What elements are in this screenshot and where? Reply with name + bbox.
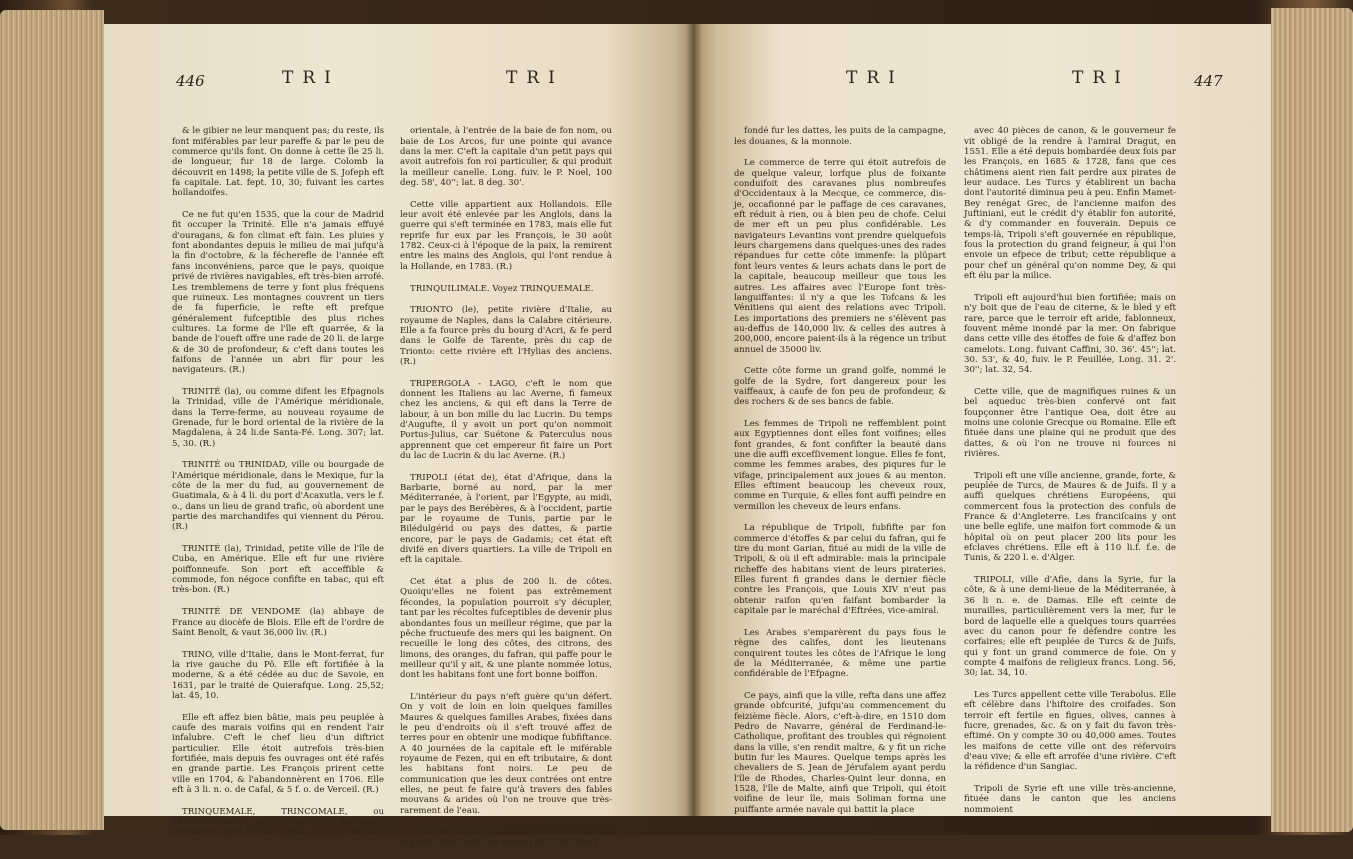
paragraph: Le commerce de terre qui étoit autrefois de de quelque valeur, lorfque plus de foixante conduifoit des caravanes plus nombreufes d'Occidentaux à la Mecque, ce commerce, dis-je, occafionné par le paffage de ces caravanes, eft réduit à rien, ou à bien peu de chofe. Celui de mer eft un peu plus confidérable. Les navigateurs Levantins vont prendre quelquefois leurs chargemens dans quelques-unes des rades répandues fur cette côte immenfe: la plûpart font leurs ventes & leurs achats dans le port de la capitale, beaucoup meilleur que tous les autres. Les affaires avec l'Europe font très-languiffantes: il n'y a que les Tofcans & les Vénitiens qui aient des relations avec Tripoli. Les importations des premiers ne s'élèvent pas au-deffus de 140,000 liv. & celles des autres à 200,000, encore paient-ils à la régence un tribut annuel de 35000 liv.	[734, 158, 946, 355]
right-running-head-1: TRI	[846, 68, 904, 88]
paragraph: & le gibier ne leur manquent pas; du reste, ils font miférables par leur pareffe & par le peu de commerce qu'ils font. On donne à cette île 25 li. de longueur, fur 18 de large. Colomb la découvrit en 1498; la petite ville de S. Jofeph eft fa capitale. Lat. fept. 10, 30; fuivant les cartes hollandoifes.	[172, 126, 384, 199]
paragraph: Ce ne fut qu'en 1535, que la cour de Madrid fit occuper la Trinité. Elle n'a jamais effuyé d'ouragans, & fon climat eft fain. Les pluies y font abondantes depuis le milieu de mai jufqu'à la fin d'octobre, & la fécherefle de l'année eft fans inconvéniens, parce que le pays, quoique privé de rivières navigables, eft très-bien arrofé. Les tremblemens de terre y font plus fréquens que ruineux. Les montagnes couvrent un tiers de fa fuperficie, le refte eft prefque généralement fufceptible des plus riches cultures. La forme de l'île eft quarrée, & la bande de l'oueft offre une rade de 20 li. de large & de 30 de profondeur, & c'eft dans toutes les faifons de l'année un abri für pour les navigateurs. (R.)	[172, 210, 384, 376]
paragraph: TRINITÉ DE VENDOME (la) abbaye de France au diocèfe de Blois. Elle eft de l'ordre de Saint Benoît, & vaut 36,000 liv. (R.)	[172, 607, 384, 638]
paragraph: TRINQUILIMALE. Voyez TRINQUEMALE.	[410, 283, 594, 294]
paragraph: L'intérieur du pays n'eft guère qu'un défert. On y voit de loin en loin quelques familles Maures & quelques familles Arabes, fixées dans le peu d'endroits où il s'eft trouvé affez de terres pour en obtenir une modique fubfiftance. A 40 journées de la capitale eft le miférable royaume de Fezen, qui en eft tributaire, & dont les habitans font noirs. Le peu de communication que les deux contrées ont entre elles, ne peut fe faire qu'à travers des fables mouvans & arides où l'on ne trouve que très-rarement de l'eau.	[400, 691, 612, 816]
paragraph: fondé fur les dattes, les puits de la campagne, les douanes, & la monnoie.	[734, 126, 946, 147]
paragraph: TRIPOLI (état de), état d'Afrique, dans la Barbarie, borné au nord, par la mer Méditerranée, à l'orient, par l'Egypte, au midi, par le pays des Berébères, & à l'occident, partie par le royaume de Tunis, partie par le Bilédulgérid ou pays des dattes, & partie encore, par le pays de Gadamis; cet état eft divifé en divers quartiers. La ville de Tripoli en eft la capitale.	[400, 472, 612, 566]
paragraph: La république de Tripoli, fubfifte par fon commerce d'étoffes & par celui du fafran, qui fe tire du mont Garian, fitué au midi de la ville de Tripoli, & où il eft admirable: mais la principale richeffe des habitans vient de leurs pirateries. Elles furent fi grandes dans le dernier fiècle contre les François, que Louis XIV n'eut pas obtenir raifon qu'en faifant bombarder la capitale par le maréchal d'Eftrées, vice-amiral.	[734, 523, 946, 617]
paragraph: Cet état a plus de 200 li. de côtes. Quoiqu'elles ne foient pas extrêmement fécondes, la population pourroit s'y décupler, tant par les récoltes fufceptibles de devenir plus abondantes fous un meilleur régime, que par la pêche fructueufe des mers qui les baignent. On recueille le long des côtes, des citrons, des limons, des oranges, du fafran, qui paffe pour le meilleur qu'il y ait, & une plante nommée lotus, dont les habitans font une fort bonne boiffon.	[400, 577, 612, 681]
book-gutter	[686, 24, 702, 816]
right-column-1	[734, 116, 946, 826]
paragraph: Cette ville, que de magnifiques ruines & un bel aqueduc très-bien confervé ont fait foupçonner être l'antique Oea, doit être au moins une colonie Grecque ou Romaine. Elle eft fituée dans une plaine qui ne produit que des dattes, & où l'on ne trouve ni fources ni rivières.	[964, 386, 1176, 459]
paragraph: Tripoli eft aujourd'hui bien fortifiée; mais on n'y boit que de l'eau de citerne, & le bled y eft rare, parce que le terroir eft aride, fablonneux, fouvent même inondé par la mer. On fabrique dans cette ville des étoffes de foie & d'affez bon camelots. Long. fuivant Caffini, 30. 36'. 45''; lat. 30. 53', & 40, fuiv. le P. Feuillée, Long. 31. 2'. 30''; lat. 32, 54.	[964, 292, 1176, 376]
paragraph: Cette côte forme un grand golfe, nommé le golfe de la Sydre, fort dangereux pour les vaiffeaux, à caufe de fon peu de profondeur, & des rochers & de ses bancs de fable.	[734, 366, 946, 408]
paragraph: Les femmes de Tripoli ne reffemblent point aux Egyptiennes dont elles font voifines; elles font grandes, & font confifter la beauté dans une die auffi excefſivement longue. Elles fe font, comme les femmes arabes, des piqures fur le vifage, principalement aux joues & au menton. Elles eftiment beaucoup les cheveux roux, comme en Turquie, & elles font auffi peindre en vermillon les cheveux de leurs enfans.	[734, 418, 946, 512]
paragraph: Les Turcs appellent cette ville Terabolus. Elle eft célèbre dans l'hiftoire des croifades. Son terroir eft fertile en figues, olives, cannes à fucre, grenades, &c. & on y fait du favon très-eftimé. On y compte 30 ou 40,000 ames. Toutes les maifons de cette ville ont des réfervoirs d'eau vive; & elle eft arrofée d'une rivière. C'eft la réfidence d'un Sangiac.	[964, 689, 1176, 773]
paragraph: TRINITÉ (la), Trinidad, petite ville de l'île de Cuba, en Amérique. Elle eft fur une rivière poiffonneufe. Son port eft acceffible & commode, fon négoce confifte en tabac, qui eft très-bon. (R.)	[172, 544, 384, 596]
paragraph: Elle eft affez bien bâtie, mais peu peuplée à caufe des marais voifins qui en rendent l'air infalubre. C'eft le chef lieu d'un diftrict particulier. Elle étoit autrefois très-bien fortifiée, mais depuis fes ouvrages ont été rafés en grande partie. Les François prirent cette ville en 1704, & l'abandonnèrent en 1706. Elle eft à 3 li. n. o. de Cafal, & 5 f. o. de Verceil. (R.)	[172, 712, 384, 795]
right-running-head-2: TRI	[1072, 68, 1130, 88]
paragraph: TRIPERGOLA - LAGO, c'eft le nom que donnent les Italiens au lac Averne, fi fameux chez les anciens, & qui eft dans la Terre de labour, à un bon mille du lac Lucrin. Du temps d'Augufte, il y avoit un port qu'on nommoit Portus-Julius, car Suétone & Paterculus nous apprennent que cet empereur fit faire un Port du lac de Lucrin & du lac Averne. (R.)	[400, 378, 612, 461]
paragraph: Tripoli eft une ville ancienne, grande, forte, & peuplée de Turcs, de Maures & de Juifs. Il y a auffi quelques chrétiens Européens, qui commercent fous la protection des confuls de France & d'Angleterre. Les franciſcains y ont une belle eglife, une maifon fort commode & un hôpital où on peut placer 200 lits pour les efclaves chrétiens. Elle eft à 110 li.f. f.e. de Tunis, & 220 l. e. d'Alger.	[964, 470, 1176, 564]
paragraph: Ce pays, ainfi que la ville, refta dans une affez grande obfcurité, jufqu'au commencement du feizième fiècle. Alors, c'eft-à-dire, en 1510 dom Pedro de Navarre, général de Ferdinand-le-Catholique, profitant des troubles qui régnoient dans la ville, s'en rendit maître, & y fit un riche butin fur les Maures. Quelque temps après les chevaliers de S. Jean de Jérufalem ayant perdu l'île de Rhodes, Charles-Quint leur donna, en 1528, l'île de Malte, ainfi que Tripoli, qui étoit voifine de leur île, mais Soliman forma une puiffante armée navale qui battit la place	[734, 690, 946, 815]
left-page	[104, 24, 694, 848]
left-running-head-2: TRI	[506, 68, 564, 88]
paragraph: TRINQUEMALE, TRINCOMALE, ou TRINQUILIMALE, port & forterefle des Indes Orientales, dans l'île de Ceylan, au n. de la côte	[172, 806, 384, 838]
paragraph: TRIPOLI, ville d'Afie, dans la Syrie, fur la côte, & à une demi-lieue de la Méditerranée, à 36 li n. e. de Damas. Elle eft ceinte de murailles, particulièrement vers la mer, fur le bord de laquelle elle a quelques tours quarrées avec du canon pour fe défendre contre les corfaires; elle eft peuplée de Turcs & de Juifs, qui y font un grand commerce de foie. On y compte 4 maifons de religieux francs. Long. 56, 30; lat. 34, 10.	[964, 575, 1176, 679]
book-edge-left	[0, 10, 104, 830]
paragraph: TRINITÉ (la), ou comme difent les Efpagnols la Trinidad, ville de l'Amérique méridionale, dans la Terre-ferme, au nouveau royaume de Grenade, fur le bord oriental de la rivière de la Magdalena, à 24 li.de Santa-Fé. Long. 307; lat. 5, 30. (R.)	[172, 386, 384, 449]
left-column-1	[172, 116, 384, 849]
paragraph: Cette ville appartient aux Hollandois. Elle leur avoit été enlevée par les Anglois, dans la guerre qui s'eft terminée en 1783, mais elle fut reprife fur eux par les François, le 30 août 1782. Ceux-ci à l'époque de la paix, la remirent entre les mains des Anglois, qui l'ont rendue à la Hollande, en 1783. (R.)	[400, 199, 612, 272]
paragraph: Tripoli de Syrie eft une ville très-ancienne, fituée dans le canton que les anciens nommoient	[964, 784, 1176, 815]
left-page-number: 446	[176, 72, 205, 90]
paragraph: avec 40 pièces de canon, & le gouverneur fe vit obligé de la rendre à l'amiral Dragut, en 1551. Elle a été depuis bombardée deux fois par les François, en 1685 & 1728, fans que ces châtimens aient rien fait perdre aux pirates de leur audace. Les Turcs y établirent un bacha dont l'autorité diminua peu à peu. Enfin Mamet-Bey renégat Grec, de l'ancienne maifon des Juftiniani, eut le crédit d'y établir fon autorité, & d'y commander en fouverain. Depuis ce temps-là, Tripoli s'eft gouvernée en république, fous la protection du grand feigneur, à qui l'on envoie un efpece de tribut; cette république a pour chef un général qu'on nomme Dey, & qui eft élu par la milice.	[964, 126, 1176, 282]
right-page	[694, 24, 1271, 816]
left-running-head-1: TRI	[282, 68, 340, 88]
paragraph: TRINO, ville d'Italie, dans le Mont-ferrat, fur la rive gauche du Pô. Elle eft fortifiée à la moderne, & a été cédée au duc de Savoie, en 1631, par le traité de Quierafque. Long. 25,52; lat. 45, 10.	[172, 649, 384, 701]
paragraph: TRIONTO (le), petite rivière d'Italie, au royaume de Naples, dans la Calabre citérieure. Elle a fa fource près du bourg d'Acri, & fe perd dans le Golfe de Tarente, près du cap de Trionto: cette rivière eft l'Hylias des anciens. (R.)	[400, 305, 612, 367]
paragraph: Les Arabes s'emparèrent du pays fous le règne des califes, dont les lieutenans conquirent toutes les côtes de l'Afrique le long de la Méditerranée, & même une partie confidérable de l'Efpagne.	[734, 627, 946, 680]
book-edge-right	[1271, 8, 1353, 832]
right-column-2	[964, 116, 1176, 826]
left-column-2	[400, 116, 612, 859]
paragraph: orientale, à l'entrée de la baie de fon nom, ou baie de Los Arcos, fur une pointe qui avance dans la mer. C'eft la capitale d'un petit pays qui avoit autrefois fon roi particulier, & qui produit la meilleur canelle. Long. fuiv. le P. Noel, 100 deg. 58', 40''; lat. 8 deg. 30'.	[400, 126, 612, 189]
right-page-number: 447	[1194, 72, 1223, 90]
paragraph: TRINITÉ ou TRINIDAD, ville ou bourgade de l'Amérique méridionale, dans le Mexique, fur la côte de la mer du fud, au gouvernement de Guatimala, & à 4 li. du port d'Acaxutla, vers le f. o., dans un lieu de grand trafic, où abordent une partie des marchandifes qui viennent du Pérou. (R.)	[172, 460, 384, 533]
paragraph: L'état de Tripoli, qu'on défigne fous le titre de régence, peut avoir un revenu de 2,000,000 l.	[400, 827, 612, 848]
